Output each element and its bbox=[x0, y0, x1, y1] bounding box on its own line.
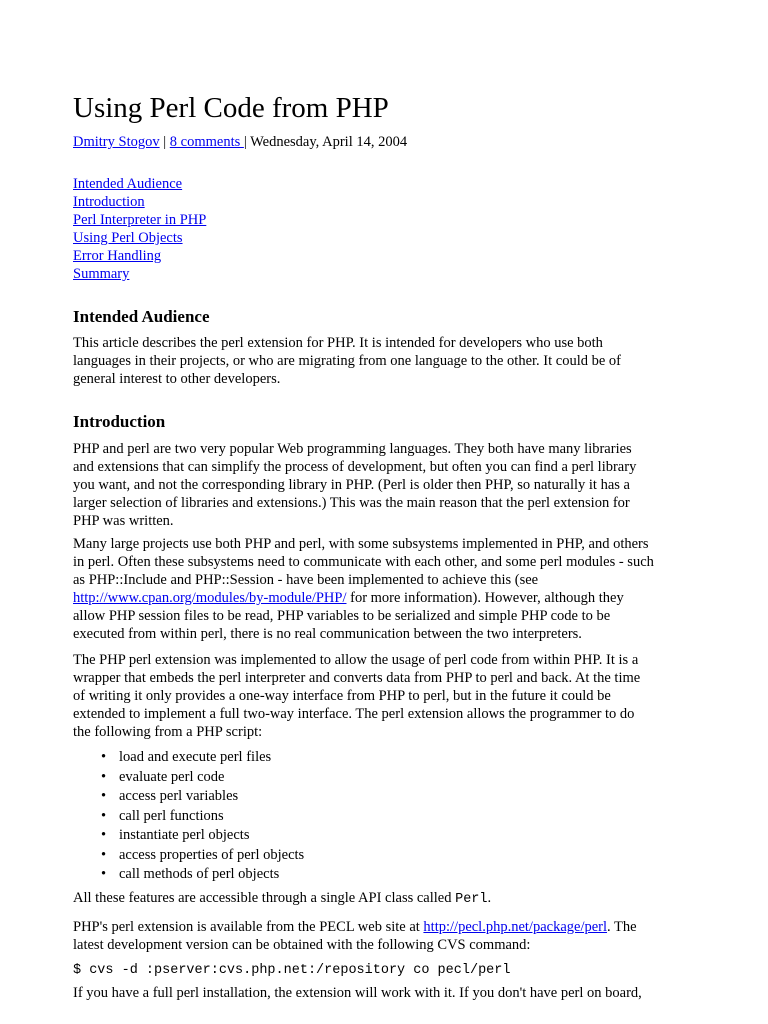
text-line: latest development version can be obtained with the following CVS command: bbox=[73, 937, 531, 953]
text-line: extended to implement a full two-way interface. The perl extension allows the programmer to do bbox=[73, 706, 635, 722]
list-item bbox=[101, 768, 304, 788]
list-item bbox=[101, 846, 305, 866]
pecl-link[interactable]: http://pecl.php.net/package/perl bbox=[423, 919, 608, 935]
installation-paragraph: If you have a full perl installation, the extension will work with it. If you don't have perl on board, bbox=[73, 985, 642, 1001]
list-item bbox=[101, 787, 304, 807]
toc-link-introduction[interactable]: Introduction bbox=[73, 194, 145, 210]
text-line: The PHP perl extension was implemented to allow the usage of perl code from within PHP. It is a bbox=[73, 652, 639, 668]
list-item bbox=[101, 748, 304, 768]
bullet-icon: • bbox=[101, 768, 107, 785]
list-item-text: call methods of perl objects bbox=[119, 866, 280, 882]
text-line: the following from a PHP script: bbox=[73, 724, 263, 740]
text-line: This article describes the perl extension for PHP. It is intended for developers who use both bbox=[73, 335, 603, 351]
text-line: Many large projects use both PHP and perl, with some subsystems implemented in PHP, and others bbox=[73, 536, 649, 552]
bullet-icon: • bbox=[101, 846, 107, 863]
text-line: you want, and not the corresponding library in PHP. (Perl is older then PHP, so naturally it has a bbox=[73, 477, 630, 493]
bullet-icon: • bbox=[101, 749, 107, 765]
author-link[interactable]: Dmitry Stogov bbox=[73, 134, 160, 150]
list-item bbox=[101, 807, 304, 827]
toc-link-error-handling[interactable]: Error Handling bbox=[73, 248, 162, 264]
text-line: general interest to other developers. bbox=[73, 371, 281, 387]
text-line: PHP was written. bbox=[73, 513, 174, 529]
toc-link-perl-objects[interactable]: Using Perl Objects bbox=[73, 230, 183, 246]
text-fragment: for more information). However, although they bbox=[346, 590, 624, 606]
text-line bbox=[73, 918, 637, 936]
text-fragment: PHP's perl extension is available from the PECL web site at bbox=[73, 919, 424, 935]
text-line: in perl. Often these subsystems need to communicate with each other, and some perl modules - such bbox=[73, 554, 654, 570]
text-line: of writing it only provides a one-way interface from PHP to perl, but in the future it could be bbox=[73, 688, 611, 704]
toc-link-perl-interpreter[interactable]: Perl Interpreter in PHP bbox=[73, 212, 207, 228]
byline-separator: | bbox=[159, 134, 170, 150]
text-line: and extensions that can simplify the process of development, but often you can find a perl library bbox=[73, 459, 637, 475]
article-title: Using Perl Code from PHP bbox=[73, 92, 389, 124]
list-item-text: load and execute perl files bbox=[119, 749, 272, 765]
api-class-paragraph bbox=[73, 889, 491, 909]
text-line: languages in their projects, or who are migrating from one language to the other. It could be of bbox=[73, 353, 622, 369]
bullet-icon: • bbox=[101, 807, 107, 824]
cvs-command-code-block: $ cvs -d :pserver:cvs.php.net:/repository co pecl/perl bbox=[73, 963, 511, 978]
introduction-paragraph-1 bbox=[73, 440, 636, 530]
byline-date: | Wednesday, April 14, 2004 bbox=[243, 134, 408, 150]
list-item-text: instantiate perl objects bbox=[119, 827, 250, 843]
text-line: PHP and perl are two very popular Web programming languages. They both have many libraries bbox=[73, 441, 632, 457]
cpan-link[interactable]: http://www.cpan.org/modules/by-module/PHP/ bbox=[73, 590, 347, 606]
comments-link[interactable]: 8 comments bbox=[169, 134, 244, 150]
text-line: larger selection of libraries and extensions.) This was the main reason that the perl extension for bbox=[73, 495, 630, 511]
toc-link-summary[interactable]: Summary bbox=[73, 266, 130, 282]
list-item-text: call perl functions bbox=[119, 807, 224, 824]
byline bbox=[73, 133, 407, 151]
section-heading-intended-audience: Intended Audience bbox=[73, 307, 210, 326]
pecl-paragraph bbox=[73, 918, 637, 954]
text-line: wrapper that embeds the perl interpreter and converts data from PHP to perl and back. At the time bbox=[73, 670, 641, 686]
bullet-icon: • bbox=[101, 827, 107, 843]
list-item bbox=[101, 865, 304, 885]
list-item bbox=[101, 826, 304, 846]
list-item-text: access properties of perl objects bbox=[119, 846, 305, 863]
introduction-paragraph-3 bbox=[73, 651, 640, 741]
text-fragment: . bbox=[487, 890, 492, 906]
introduction-paragraph-2 bbox=[73, 535, 654, 643]
bullet-icon: • bbox=[101, 788, 107, 804]
intended-audience-paragraph bbox=[73, 334, 621, 388]
text-fragment: . The bbox=[607, 919, 637, 935]
text-line: executed from within perl, there is no real communication between the two interpreters. bbox=[73, 626, 582, 642]
list-item-text: access perl variables bbox=[119, 788, 239, 804]
section-heading-introduction: Introduction bbox=[73, 412, 166, 431]
table-of-contents bbox=[73, 175, 206, 283]
text-line bbox=[73, 589, 654, 607]
inline-code: Perl bbox=[455, 892, 488, 907]
text-fragment: All these features are accessible through a single API class called bbox=[73, 890, 456, 906]
text-line: allow PHP session files to be read, PHP variables to be serialized and simple PHP code to be bbox=[73, 608, 611, 624]
text-line: as PHP::Include and PHP::Session - have been implemented to achieve this (see bbox=[73, 572, 539, 588]
toc-link-intended-audience[interactable]: Intended Audience bbox=[73, 176, 183, 192]
feature-list bbox=[101, 748, 305, 885]
list-item-text: evaluate perl code bbox=[119, 768, 225, 785]
bullet-icon: • bbox=[101, 866, 107, 882]
